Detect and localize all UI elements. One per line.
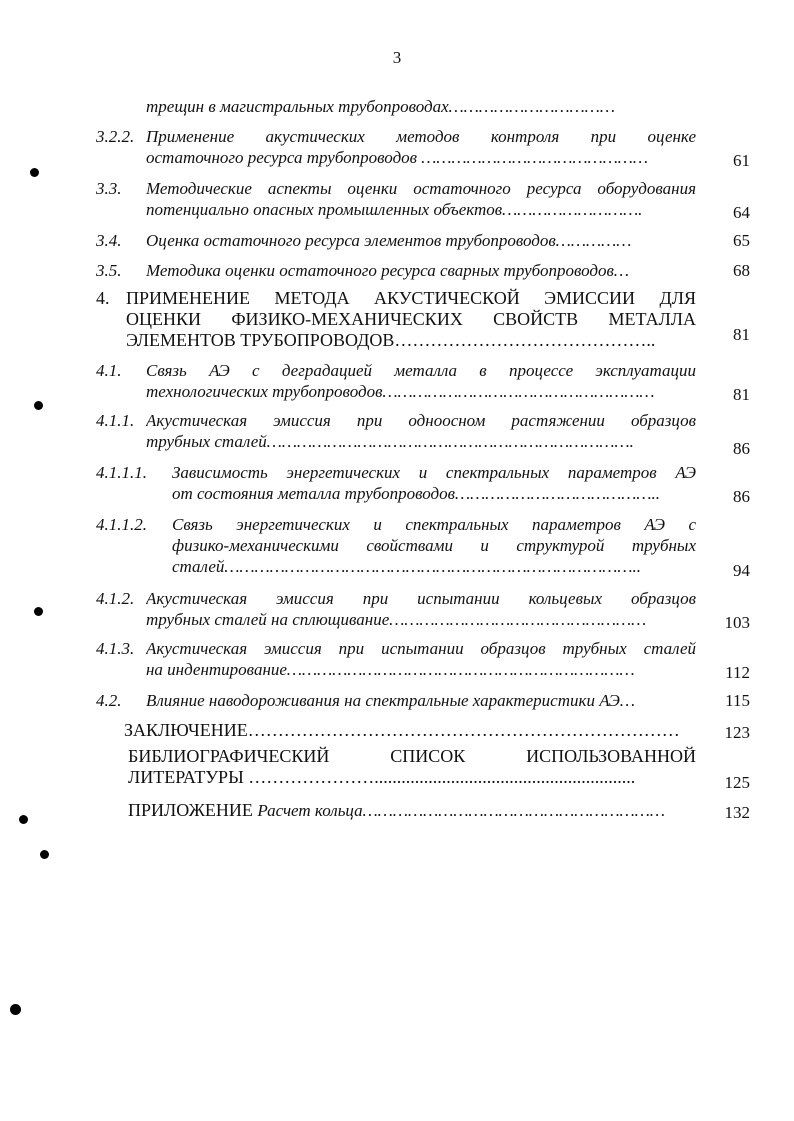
toc-entry-page: 65	[733, 231, 750, 250]
toc-entry-text: на индентирование……………………………………………………………	[146, 660, 635, 679]
toc-entry-text: от состояния металла трубопроводов…………………………………..	[172, 484, 661, 503]
toc-entry-text: технологических трубопроводов………………………………………………	[146, 382, 655, 401]
toc-entry-number: 4.1.1.2.	[96, 515, 147, 534]
toc-entry-text: Применение акустических методов контроля при оценке	[146, 127, 696, 146]
toc-entry-text: Методика оценки остаточного ресурса сварных трубопроводов…	[146, 261, 629, 280]
toc-entry-text: Связь энергетических и спектральных параметров АЭ с	[172, 515, 696, 534]
toc-entry-page: 61	[733, 151, 750, 170]
toc-entry-page: 86	[733, 439, 750, 458]
toc-entry-number: 3.3.	[96, 179, 122, 198]
toc-entry-number: 4.	[96, 288, 110, 308]
toc-entry-text: ЛИТЕРАТУРЫ …………………..........................................................	[128, 767, 636, 787]
toc-entry-page: 125	[724, 773, 750, 792]
scan-mark-dot	[30, 168, 39, 177]
toc-entry-text: Акустическая эмиссия при испытании образцов трубных сталей	[146, 639, 696, 658]
toc-entry-text: Влияние наводороживания на спектральные характеристики АЭ…	[146, 691, 635, 710]
toc-entry-text: ПРИМЕНЕНИЕ МЕТОДА АКУСТИЧЕСКОЙ ЭМИССИИ ДЛЯ	[126, 288, 696, 308]
toc-entry-text: Методические аспекты оценки остаточного ресурса оборудования	[146, 179, 696, 198]
toc-entry-text: трубных сталей на сплющивание……………………………………………	[146, 610, 647, 629]
toc-entry-page: 81	[733, 385, 750, 404]
toc-entry-text: ПРИЛОЖЕНИЕ	[128, 800, 253, 820]
toc-entry-text: ЭЛЕМЕНТОВ ТРУБОПРОВОДОВ……………………………………..	[126, 330, 656, 350]
scan-mark-dot	[19, 815, 28, 824]
toc-entry-page: 68	[733, 261, 750, 280]
toc-entry-text: физико-механическими свойствами и структурой трубных	[172, 536, 696, 555]
toc-entry-text: ОЦЕНКИ ФИЗИКО-МЕХАНИЧЕСКИХ СВОЙСТВ МЕТАЛЛА	[126, 309, 696, 329]
toc-entry-text: Связь АЭ с деградацией металла в процессе эксплуатации	[146, 361, 696, 380]
toc-entry-page: 123	[724, 723, 750, 742]
scan-mark-dot	[10, 1004, 21, 1015]
scan-mark-dot	[34, 607, 43, 616]
toc-entry-number: 4.1.1.1.	[96, 463, 147, 482]
toc-entry-number: 3.2.2.	[96, 127, 135, 146]
toc-entry-number: 4.1.2.	[96, 589, 135, 608]
toc-entry-text: БИБЛИОГРАФИЧЕСКИЙ СПИСОК ИСПОЛЬЗОВАННОЙ	[128, 746, 696, 766]
toc-entry-page: 64	[733, 203, 750, 222]
toc-entry-text: трещин в магистральных трубопроводах……………………………	[146, 97, 615, 116]
toc-entry-number: 3.5.	[96, 261, 122, 280]
scan-mark-dot	[40, 850, 49, 859]
toc-entry-page: 103	[724, 613, 750, 632]
toc-entry-page: 132	[724, 803, 750, 822]
toc-entry-text: сталей………………………………………………………………………..	[172, 557, 642, 576]
toc-entry-page: 112	[725, 663, 750, 682]
toc-entry-number: 4.2.	[96, 691, 122, 710]
toc-entry-page: 86	[733, 487, 750, 506]
toc-entry-text: потенциально опасных промышленных объектов……………………….	[146, 200, 643, 219]
toc-entry-page: 81	[733, 325, 750, 344]
scan-mark-dot	[34, 401, 43, 410]
toc-entry-number: 3.4.	[96, 231, 122, 250]
toc-entry-text: Акустическая эмиссия при испытании кольцевых образцов	[146, 589, 696, 608]
toc-entry-page: 94	[733, 561, 750, 580]
toc-entry-page: 115	[725, 691, 750, 710]
toc-entry-text: ЗАКЛЮЧЕНИЕ………………………………………………………………	[124, 720, 680, 740]
toc-entry-text: Оценка остаточного ресурса элементов трубопроводов……………	[146, 231, 632, 250]
toc-entry-text: Акустическая эмиссия при одноосном растяжении образцов	[146, 411, 696, 430]
toc-entry-text: трубных сталей……………………………………………………………….	[146, 432, 634, 451]
toc-entry-text: Зависимость энергетических и спектральных параметров АЭ	[172, 463, 696, 482]
toc-entry-number: 4.1.1.	[96, 411, 135, 430]
toc-entry-subtitle: Расчет кольца……………………………………………………	[257, 801, 665, 820]
page-number: 3	[392, 48, 402, 67]
toc-entry-number: 4.1.3.	[96, 639, 135, 658]
toc-entry-number: 4.1.	[96, 361, 122, 380]
toc-entry-text: остаточного ресурса трубопроводов ………………………………………	[146, 148, 649, 167]
